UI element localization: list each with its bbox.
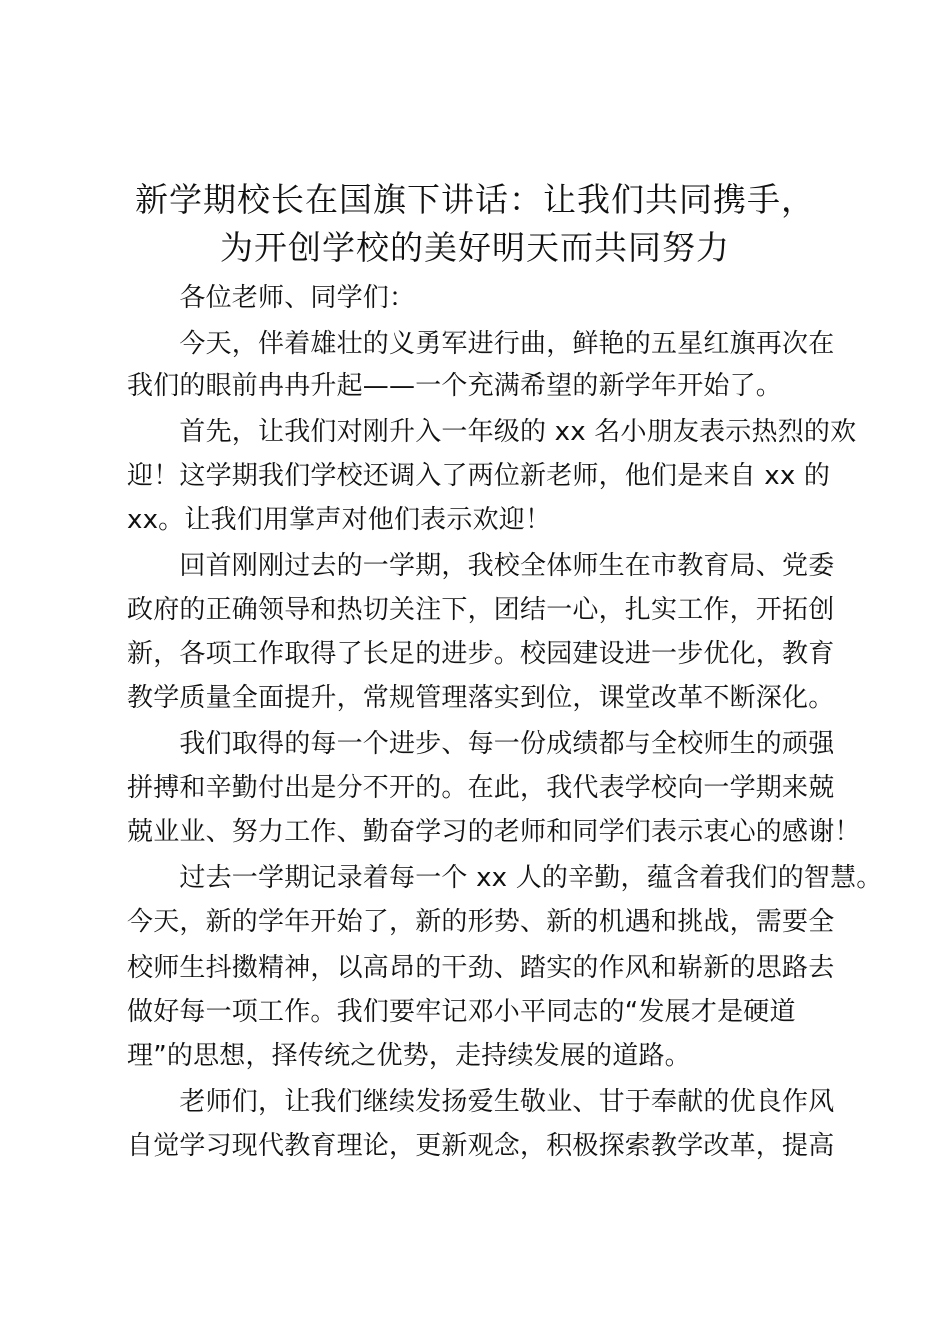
text-line: 做好每一项工作。我们要牢记邓小平同志的“发展才是硬道	[127, 997, 796, 1027]
text-line: 我们取得的每一个进步、每一份成绩都与全校师生的顽强	[127, 729, 835, 759]
text-line: 教学质量全面提升，常规管理落实到位，课堂改革不断深化。	[127, 683, 835, 713]
text-line: 兢业业、努力工作、勤奋学习的老师和同学们表示衷心的感谢！	[127, 817, 861, 847]
text-line: 拼搏和辛勤付出是分不开的。在此，我代表学校向一学期来兢	[127, 773, 835, 803]
text-line: 新，各项工作取得了长足的进步。校园建设进一步优化，教育	[127, 639, 835, 669]
text-line: 首先，让我们对刚升入一年级的 xx 名小朋友表示热烈的欢	[127, 417, 857, 447]
text-line: 校师生抖擞精神，以高昂的干劲、踏实的作风和崭新的思路去	[127, 953, 835, 983]
document-title-line-1: 新学期校长在国旗下讲话：让我们共同携手，	[135, 180, 815, 219]
text-line: 我们的眼前冉冉升起——一个充满希望的新学年开始了。	[127, 371, 783, 401]
text-line: xx。让我们用掌声对他们表示欢迎！	[127, 505, 552, 535]
document-title-line-2: 为开创学校的美好明天而共同努力	[220, 228, 730, 267]
text-line: 回首刚刚过去的一学期，我校全体师生在市教育局、党委	[127, 551, 835, 581]
text-line: 迎！这学期我们学校还调入了两位新老师，他们是来自 xx 的	[127, 461, 831, 491]
text-line: 各位老师、同学们：	[127, 283, 416, 313]
text-line: 今天，伴着雄壮的义勇军进行曲，鲜艳的五星红旗再次在	[127, 329, 835, 359]
text-line: 理”的思想，择传统之优势，走持续发展的道路。	[127, 1041, 691, 1071]
text-line: 今天，新的学年开始了，新的形势、新的机遇和挑战，需要全	[127, 907, 835, 937]
text-line: 过去一学期记录着每一个 xx 人的辛勤，蕴含着我们的智慧。	[127, 863, 883, 893]
text-line: 老师们，让我们继续发扬爱生敬业、甘于奉献的优良作风	[127, 1087, 835, 1117]
text-line: 政府的正确领导和热切关注下，团结一心，扎实工作，开拓创	[127, 595, 835, 625]
text-line: 自觉学习现代教育理论，更新观念，积极探索教学改革，提高	[127, 1131, 835, 1161]
